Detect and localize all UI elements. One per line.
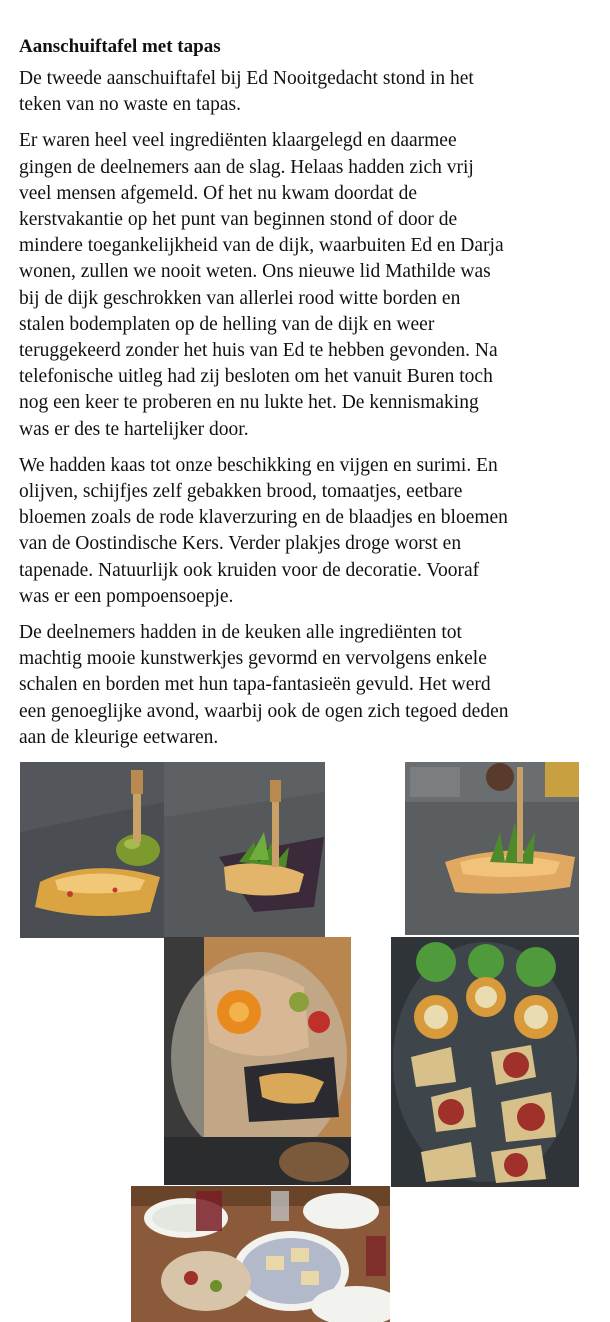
photo-platter-flower	[164, 937, 351, 1185]
article	[19, 34, 594, 761]
paragraph-evening: De deelnemers hadden in de keuken alle ingrediënten tot machtig mooie kunstwerkjes gevormd en vervolgens enkele schalen en borden met hun tapa-fantasieën gevuld. Het werd een genoeglijke avond, waarbij ook de ogen zich tegoed deden aan de kleurige eetwaren.	[19, 622, 509, 748]
photo-skewer-tapa	[405, 762, 579, 935]
photo-assorted-tapas	[391, 937, 579, 1187]
photo-dinner-table	[131, 1186, 390, 1322]
photo-leaf-tapa	[164, 762, 325, 938]
article-title: Aanschuiftafel met tapas	[19, 36, 221, 57]
paragraph-participants: Er waren heel veel ingrediënten klaargelegd en daarmee gingen de deelnemers aan de slag. Helaas hadden zich vrij veel mensen afgemeld. Of het nu kwam doordat de kerstvakantie op het punt van beginnen stond of door de mindere toegankelijkheid van de dijk, waarbuiten Ed en Darja wonen, zullen we nooit weten. Ons nieuwe lid Mathilde was bij de dijk geschrokken van allerlei rood witte borden en stalen bodemplaten op de helling van de dijk en weer teruggekeerd zonder het huis van Ed te hebben gevonden. Na telefonische uitleg had zij besloten om het vanuit Buren toch nog een keer te proberen en nu lukte het. De kennismaking was er des te hartelijker door.	[19, 130, 504, 440]
photo-olive-tapa	[20, 762, 164, 938]
paragraph-intro: De tweede aanschuiftafel bij Ed Nooitgedacht stond in het teken van no waste en tapas.	[19, 68, 474, 116]
paragraph-ingredients: We hadden kaas tot onze beschikking en vijgen en surimi. En olijven, schijfjes zelf gebakken brood, tomaatjes, eetbare bloemen zoals de rode klaverzuring en de blaadjes en bloemen van de Oostindische Kers. Verder plakjes droge worst en tapenade. Natuurlijk ook kruiden voor de decoratie. Vooraf was er een pompoensoepje.	[19, 454, 508, 607]
